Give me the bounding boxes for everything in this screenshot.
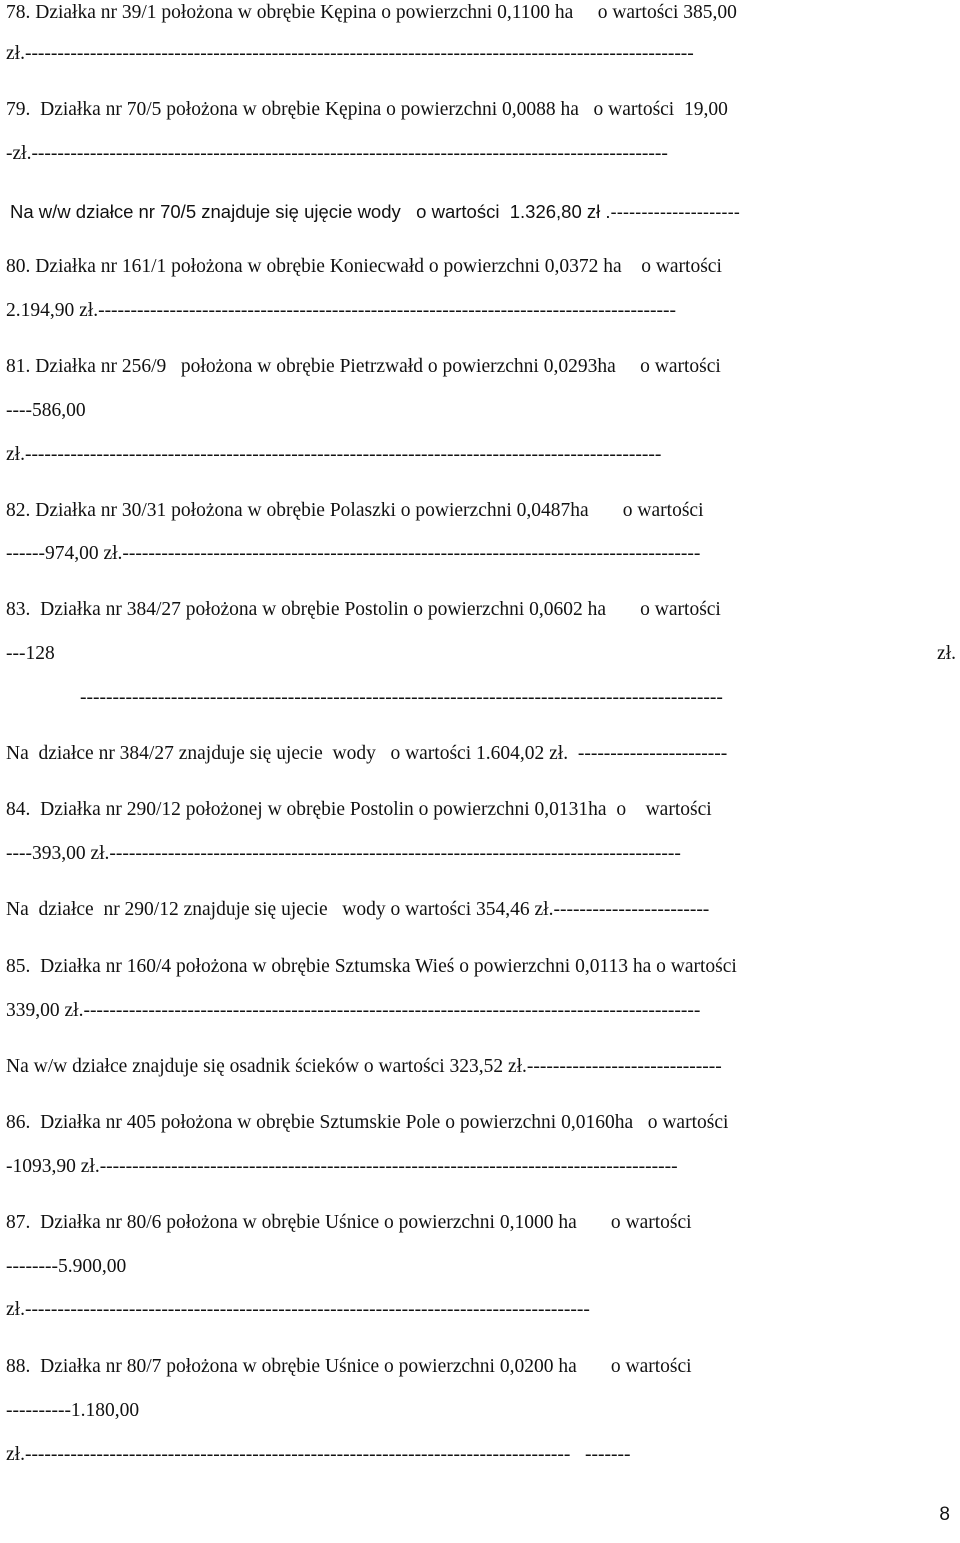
text-line: Na działce nr 384/27 znajduje się ujecie wody o wartości 1.604,02 zł. ----------------------- [6,743,728,764]
text-line: 78. Działka nr 39/1 położona w obrębie Kępina o powierzchni 0,1100 ha o wartości 385,00 [6,2,737,23]
text-line: -zł.-------------------------------------------------------------------------------------------------- [6,143,668,164]
amount-prefix: ---128 [6,643,55,664]
text-line: zł.-------------------------------------------------------------------------------------------------- [6,444,662,465]
text-line: 84. Działka nr 290/12 położonej w obrębie Postolin o powierzchni 0,0131ha o wartości [6,799,712,820]
page-number: 8 [939,1504,950,1525]
text-line: Na w/w działce znajduje się osadnik ścieków o wartości 323,52 zł.------------------------------ [6,1056,722,1077]
text-line: 85. Działka nr 160/4 położona w obrębie Sztumska Wieś o powierzchni 0,0113 ha o wartości [6,956,737,977]
text-line: 88. Działka nr 80/7 położona w obrębie Uśnice o powierzchni 0,0200 ha o wartości [6,1356,692,1377]
text-line: 83. Działka nr 384/27 położona w obrębie Postolin o powierzchni 0,0602 ha o wartości [6,599,721,620]
text-line: 80. Działka nr 161/1 położona w obrębie Koniecwałd o powierzchni 0,0372 ha o wartości [6,256,722,277]
text-line: zł.------------------------------------------------------------------------------------ ------- [6,1444,631,1465]
text-line: ----------1.180,00 [6,1400,140,1421]
text-line: 81. Działka nr 256/9 położona w obrębie Pietrzwałd o powierzchni 0,0293ha o wartości [6,356,721,377]
text-line: ----393,00 zł.---------------------------------------------------------------------------------------- [6,843,681,864]
text-line: Na w/w działce nr 70/5 znajduje się ujęcie wody o wartości 1.326,80 zł .--------------------- [10,201,740,222]
text-line: 2.194,90 zł.----------------------------------------------------------------------------------------- [6,300,677,321]
text-line: ------974,00 zł.----------------------------------------------------------------------------------------- [6,543,701,564]
text-line: ----586,00 [6,400,86,421]
text-line: --------------------------------------------------------------------------------------------------- [80,687,723,708]
text-line: 79. Działka nr 70/5 położona w obrębie Kępina o powierzchni 0,0088 ha o wartości 19,00 [6,99,728,120]
text-line: --------5.900,00 [6,1256,127,1277]
text-line: 82. Działka nr 30/31 położona w obrębie Polaszki o powierzchni 0,0487ha o wartości [6,500,704,521]
text-line [6,641,956,667]
text-line: 87. Działka nr 80/6 położona w obrębie Uśnice o powierzchni 0,1000 ha o wartości [6,1212,692,1233]
currency-suffix: zł. [937,643,956,664]
text-line: Na działce nr 290/12 znajduje się ujecie wody o wartości 354,46 zł.------------------------ [6,899,710,920]
text-line: -1093,90 zł.----------------------------------------------------------------------------------------- [6,1156,678,1177]
text-line: zł.--------------------------------------------------------------------------------------- [6,1299,590,1320]
text-line: 339,00 zł.----------------------------------------------------------------------------------------------- [6,1000,701,1021]
text-line: 86. Działka nr 405 położona w obrębie Sztumskie Pole o powierzchni 0,0160ha o wartości [6,1112,729,1133]
text-line: zł.------------------------------------------------------------------------------------------------------- [6,43,694,64]
